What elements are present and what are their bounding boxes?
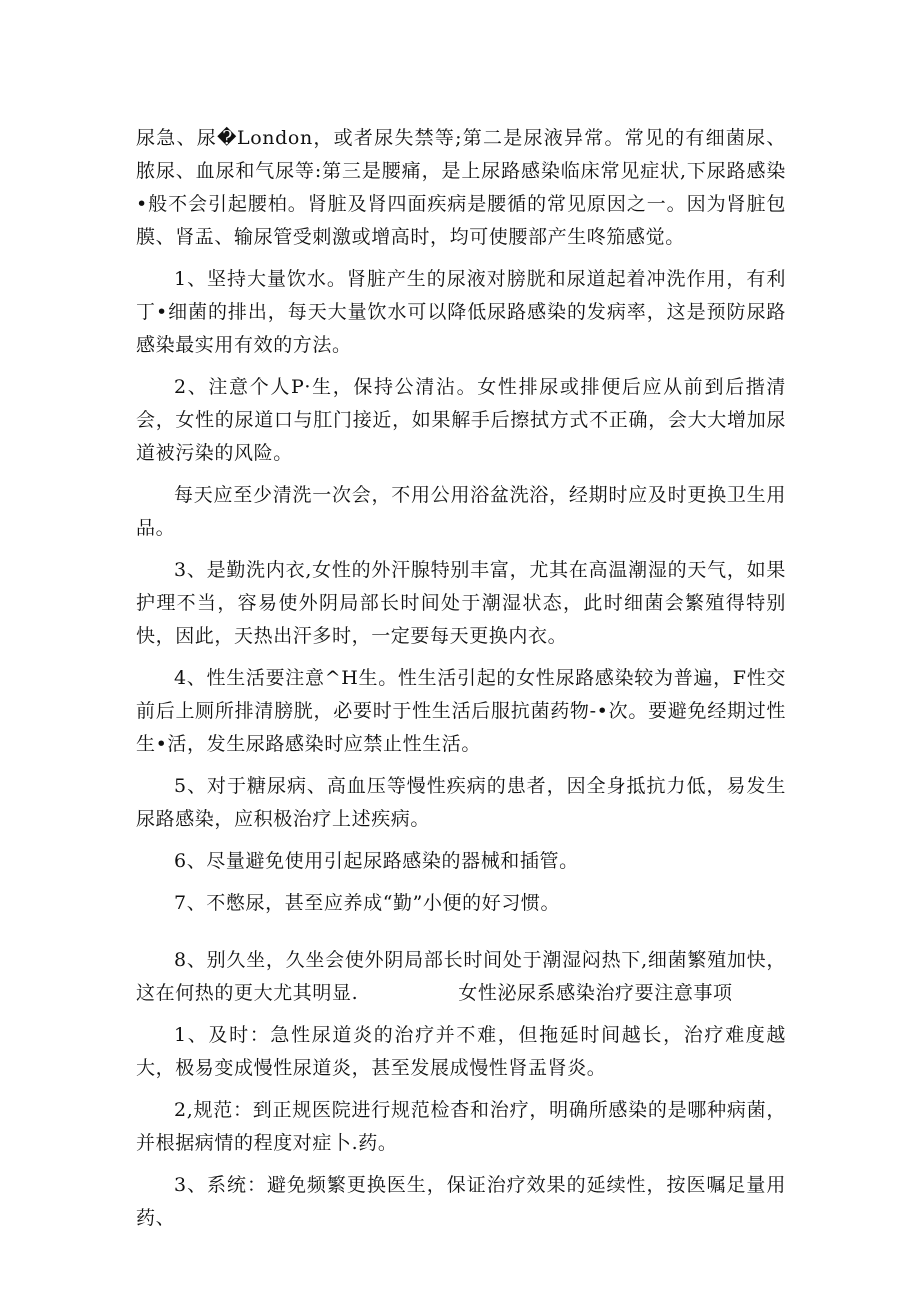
paragraph-treatment-1: 1、及时：急性尿道炎的治疗并不难，但拖延时间越长，治疗难度越大，极易变成慢性尿道炎，甚至发展成慢性肾盂肾炎。: [136, 1024, 786, 1079]
paragraph-tip-1: 1、坚持大量饮水。肾脏产生的尿液对膀胱和尿道起着冲洗作用，有利丁•细菌的排出，每天大量饮水可以降低尿路感染的发病率，这是预防尿路感染最实用有效的方法。: [136, 268, 786, 356]
paragraph-tip-8: [136, 944, 786, 1010]
paragraph-daily-wash: 每天应至少清洗一次会，不用公用浴盆洗浴，经期时应及时更换卫生用品。: [136, 484, 786, 539]
paragraph-tip-6: 6、尽量避免使用引起尿路感染的器械和插管。: [174, 850, 579, 872]
paragraph-tip-7: 7、不憋尿，甚至应养成“勤”小便的好习惯。: [174, 892, 561, 914]
paragraph-tip-3: 3、是勤洗内衣,女性的外汗腺特别丰富，尤其在高温潮湿的天气，如果护理不当，容易使外阴局部长时间处于潮湿状态，此时细菌会繁殖得特别快，因此，天热出汗多时，一定要每天更换内衣。: [136, 559, 786, 647]
paragraph-tip-8-text: 8、别久坐，久坐会使外阴局部长时间处于潮湿闷热下,细菌繁殖加快，这在何热的更大尤其明显.: [136, 949, 786, 1004]
document-body: [136, 122, 786, 1235]
paragraph-tip-4: 4、性生活要注意^H生。性生活引起的女性尿路感染较为普遍，F性交前后上厕所排清膀胱，必要时于性生活后服抗菌药物-•次。要避免经期过性生•活，发生尿路感染时应禁止性生活。: [136, 667, 786, 755]
paragraph-symptoms: 尿急、尿�London，或者尿失禁等;第二是尿液异常。常见的有细菌尿、脓尿、血尿和气尿等:第三是腰痛，是上尿路感染临床常见症状,下尿路感染•般不会引起腰柏。肾脏及肾四面疾病是腰循的常见原因之一。因为肾脏包膜、肾盂、输尿管受刺激或增高时，均可使腰部产生咚笳感觉。: [136, 127, 786, 248]
paragraph-treatment-2: 2,规范：到正规医院进行规范检杳和治疗，明确所感染的是哪种病菌，并根据病情的程度对症卜.药。: [136, 1099, 786, 1154]
paragraph-tip-2: 2、注意个人P·生，保持公清沾。女性排尿或排便后应从前到后揩清会，女性的尿道口与肛门接近，如果解手后擦拭方式不正确，会大大增加尿道被污染的风险。: [136, 376, 786, 464]
section-heading: 女性泌尿系感染治疗要注意事项: [458, 982, 733, 1004]
paragraph-treatment-3: 3、系统：避免频繁更换医生，保证治疗效果的延续性，按医嘱足量用药、: [136, 1174, 786, 1229]
paragraph-tip-5: 5、对于糖尿病、高血压等慢性疾病的患者，因全身抵抗力低，易发生尿路感染，应积极治疗上述疾病。: [136, 775, 786, 830]
